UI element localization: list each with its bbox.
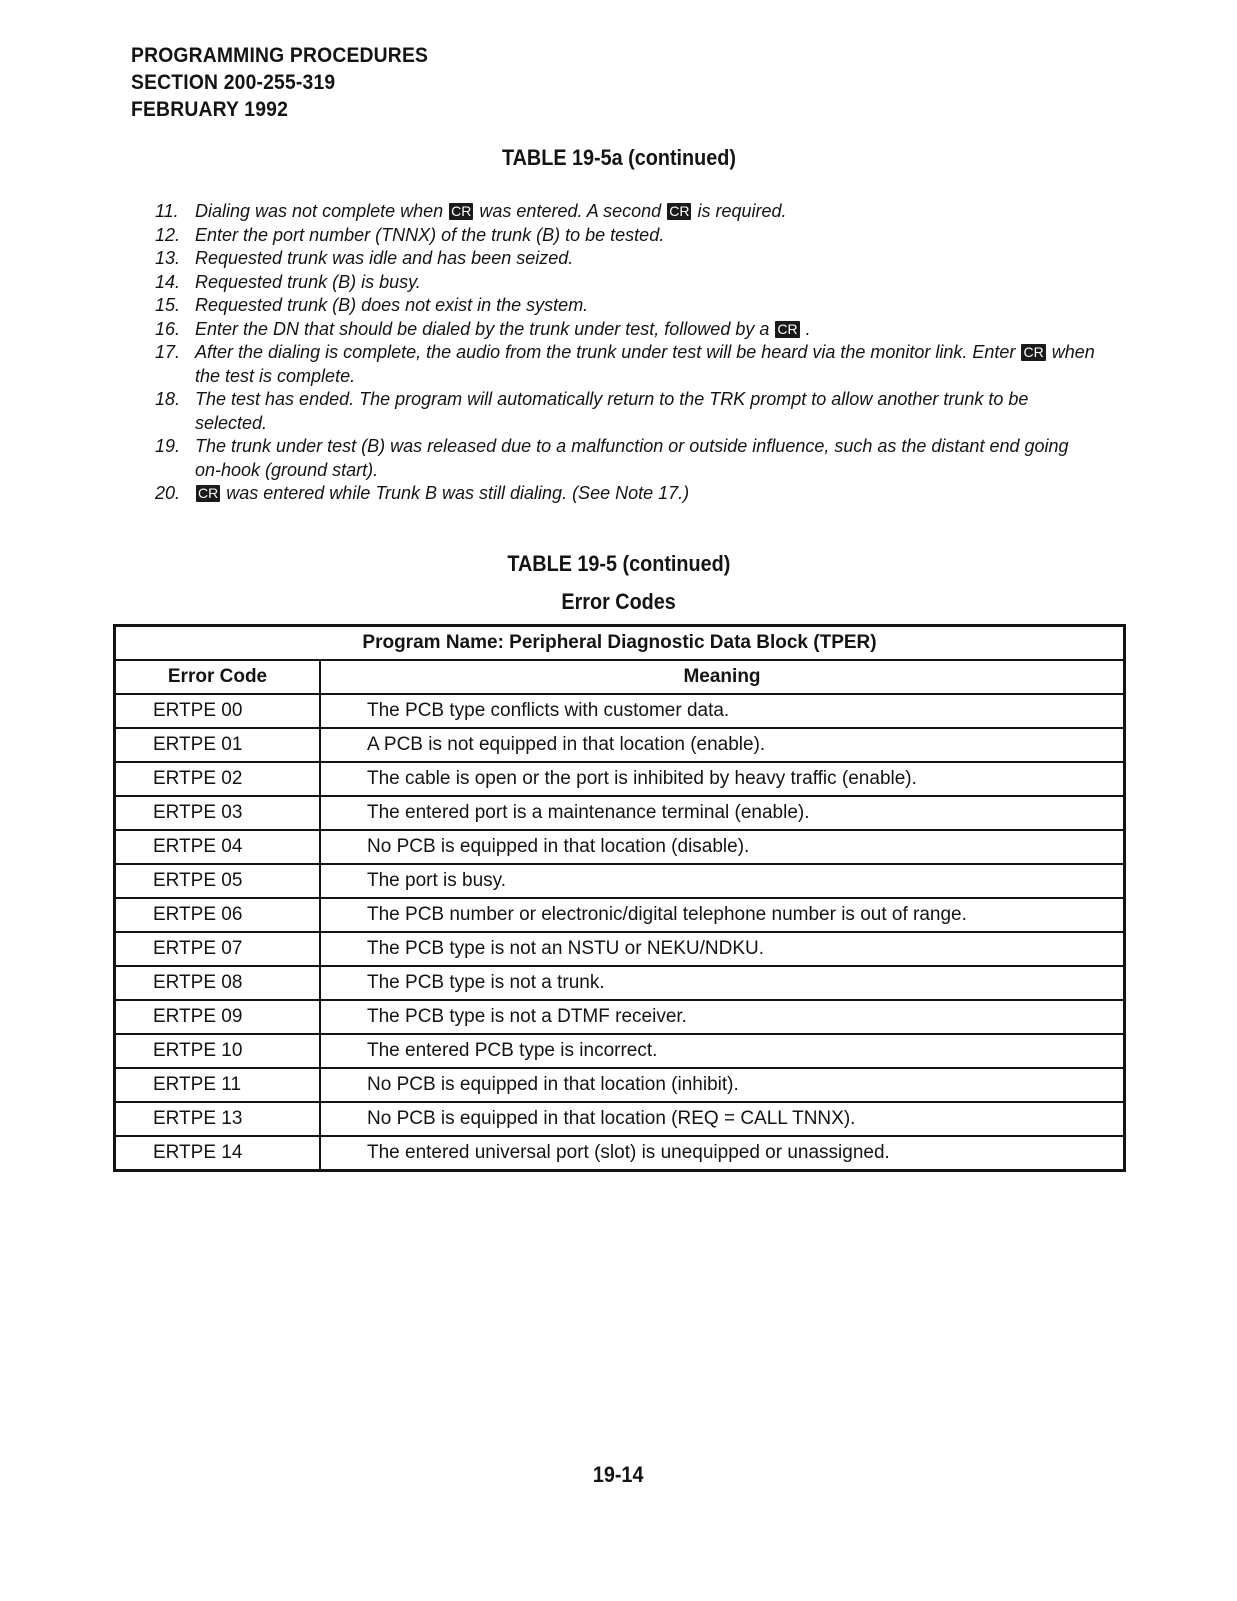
table-row — [115, 796, 1125, 830]
note-number: 15. — [155, 295, 181, 315]
note-item — [155, 224, 1095, 248]
meaning-cell: The PCB type conflicts with customer data. — [320, 694, 1125, 728]
table-row — [115, 1102, 1125, 1136]
error-code-column-header: Error Code — [115, 660, 321, 694]
error-code-cell: ERTPE 05 — [115, 864, 321, 898]
header-title: PROGRAMMING PROCEDURES — [131, 44, 429, 67]
meaning-cell: The entered universal port (slot) is unequipped or unassigned. — [320, 1136, 1125, 1171]
note-item — [155, 294, 1095, 318]
notes-title-text: TABLE 19-5a (continued) — [501, 145, 736, 170]
error-code-cell: ERTPE 06 — [115, 898, 321, 932]
note-item — [155, 388, 1095, 435]
note-item — [155, 247, 1095, 271]
note-number: 18. — [155, 389, 181, 409]
page-number — [0, 1462, 1237, 1488]
table-row — [115, 932, 1125, 966]
note-number: 16. — [155, 318, 181, 339]
table-title-text: TABLE 19-5 (continued) — [507, 551, 730, 576]
table-row — [115, 898, 1125, 932]
error-codes-body — [115, 694, 1125, 1171]
meaning-cell: No PCB is equipped in that location (inhibit). — [320, 1068, 1125, 1102]
cr-key-icon: CR — [1023, 344, 1044, 360]
table-row — [115, 1136, 1125, 1171]
meaning-cell: The entered PCB type is incorrect. — [320, 1034, 1125, 1068]
page-number-text: 19-14 — [593, 1462, 644, 1487]
error-code-cell: ERTPE 01 — [115, 728, 321, 762]
meaning-cell: No PCB is equipped in that location (REQ = CALL TNNX). — [320, 1102, 1125, 1136]
cr-key-icon: CR — [451, 203, 472, 219]
error-code-cell: ERTPE 07 — [115, 932, 321, 966]
meaning-cell: The PCB type is not a DTMF receiver. — [320, 1000, 1125, 1034]
cr-key-icon: CR — [669, 203, 690, 219]
table-row — [115, 694, 1125, 728]
table-row — [115, 762, 1125, 796]
error-code-cell: ERTPE 03 — [115, 796, 321, 830]
note-number: 13. — [155, 248, 181, 268]
note-text: Dialing was not complete when — [195, 201, 444, 221]
table-title — [0, 551, 1237, 577]
note-text: was entered while Trunk B was still dialing. (See Note 17.) — [226, 483, 690, 503]
note-number: 20. — [155, 483, 181, 503]
note-text: After the dialing is complete, the audio from the trunk under test will be heard via the monitor link. Enter — [195, 342, 1016, 362]
note-text: Requested trunk (B) does not exist in the system. — [195, 295, 589, 315]
error-code-cell: ERTPE 02 — [115, 762, 321, 796]
note-number: 17. — [155, 342, 181, 362]
note-text: Enter the port number (TNNX) of the trunk (B) to be tested. — [195, 224, 665, 245]
table-row — [115, 728, 1125, 762]
meaning-cell: The PCB type is not a trunk. — [320, 966, 1125, 1000]
meaning-cell: The entered port is a maintenance terminal (enable). — [320, 796, 1125, 830]
error-code-cell: ERTPE 13 — [115, 1102, 321, 1136]
note-item — [155, 341, 1095, 388]
header-date: FEBRUARY 1992 — [131, 98, 289, 121]
cr-key-icon: CR — [777, 320, 798, 337]
notes-title — [0, 145, 1237, 171]
header-section: SECTION 200-255-319 — [131, 71, 336, 94]
meaning-cell: No PCB is equipped in that location (disable). — [320, 830, 1125, 864]
table-row — [115, 830, 1125, 864]
note-item — [155, 318, 1095, 342]
note-item — [155, 200, 1095, 224]
table-row — [115, 966, 1125, 1000]
error-code-cell: ERTPE 10 — [115, 1034, 321, 1068]
error-code-cell: ERTPE 04 — [115, 830, 321, 864]
meaning-column-header: Meaning — [320, 660, 1125, 694]
program-name-header: Program Name: Peripheral Diagnostic Data Block (TPER) — [115, 626, 1125, 661]
error-code-cell: ERTPE 09 — [115, 1000, 321, 1034]
note-number: 11. — [155, 201, 179, 221]
meaning-cell: The cable is open or the port is inhibited by heavy traffic (enable). — [320, 762, 1125, 796]
note-number: 19. — [155, 436, 181, 456]
note-text: . — [805, 318, 811, 339]
table-row — [115, 1034, 1125, 1068]
meaning-cell: The PCB number or electronic/digital telephone number is out of range. — [320, 898, 1125, 932]
meaning-cell: The port is busy. — [320, 864, 1125, 898]
note-text: Requested trunk was idle and has been seized. — [195, 248, 574, 268]
note-text: was entered. A second — [479, 201, 662, 221]
note-text: Requested trunk (B) is busy. — [195, 271, 421, 292]
table-subtitle-text: Error Codes — [561, 589, 676, 614]
table-row — [115, 864, 1125, 898]
meaning-cell: The PCB type is not an NSTU or NEKU/NDKU. — [320, 932, 1125, 966]
error-code-cell: ERTPE 14 — [115, 1136, 321, 1171]
note-text: The trunk under test (B) was released due to a malfunction or outside influence, such as the distant end going on-hook (ground start). — [195, 436, 1069, 480]
cr-key-icon: CR — [198, 485, 219, 501]
note-text: The test has ended. The program will automatically return to the TRK prompt to allow another trunk to be selected. — [195, 389, 1029, 433]
note-number: 12. — [155, 224, 181, 245]
note-text: when the test is complete. — [195, 342, 1095, 386]
note-item — [155, 482, 1095, 506]
error-code-cell: ERTPE 08 — [115, 966, 321, 1000]
error-codes-table — [113, 624, 1126, 1172]
note-item — [155, 435, 1095, 482]
table-subtitle — [0, 589, 1237, 615]
document-header — [131, 42, 454, 123]
notes-list — [155, 200, 1095, 506]
table-row — [115, 1068, 1125, 1102]
error-code-cell: ERTPE 11 — [115, 1068, 321, 1102]
note-number: 14. — [155, 271, 181, 292]
table-row — [115, 1000, 1125, 1034]
error-code-cell: ERTPE 00 — [115, 694, 321, 728]
note-text: Enter the DN that should be dialed by the trunk under test, followed by a — [195, 318, 770, 339]
meaning-cell: A PCB is not equipped in that location (enable). — [320, 728, 1125, 762]
note-item — [155, 271, 1095, 295]
note-text: is required. — [697, 201, 787, 221]
